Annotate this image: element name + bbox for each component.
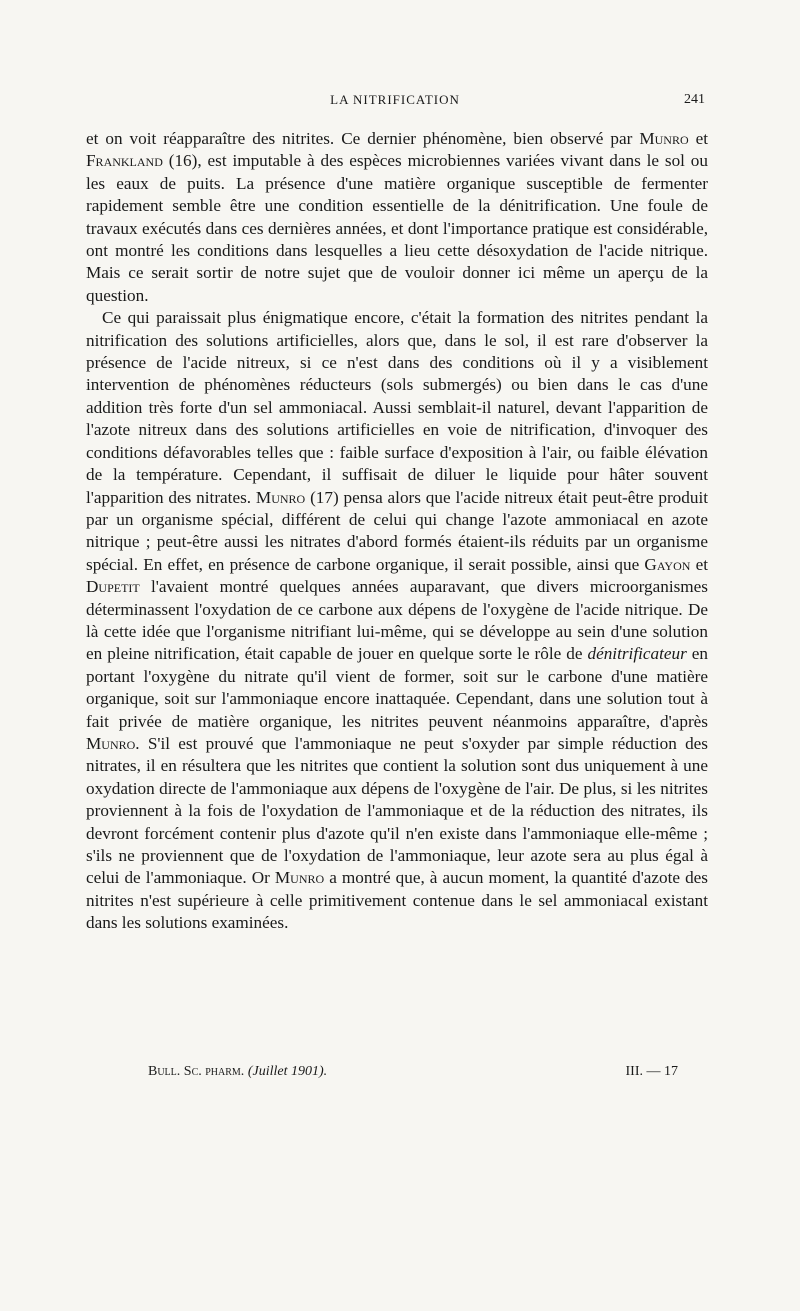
author-name: Munro — [255, 487, 306, 507]
text-run: et — [688, 129, 709, 148]
text-run: et — [690, 554, 709, 574]
author-name: Munro — [639, 129, 689, 148]
paragraph — [86, 128, 708, 307]
journal-citation — [148, 1064, 327, 1080]
text-run: et on voit réapparaître des nitrites. Ce dernier phénomène, bien observé par — [86, 129, 640, 148]
author-name: Dupetit — [86, 577, 140, 597]
paragraph — [86, 307, 708, 934]
author-name: Frankland — [86, 151, 163, 171]
text-run: l'avaient montré quelques années auparavant, que divers microorganismes déterminassent l'oxydation de ce carbone aux dépens de l'oxygène de l'acide nitrique. De là cette idée que l'organisme nitrifiant lui-même, qui se développe au sein d'une solution en pleine nitrification, était capable de jouer en quelque sorte le rôle de — [86, 577, 708, 664]
emphasized-term: dénitrificateur — [587, 644, 687, 664]
journal-name: Bull. Sc. pharm. — [148, 1064, 245, 1079]
text-run: . S'il est prouvé que l'ammoniaque ne peut s'oxyder par simple réduction des nitrates, il en résultera que les nitrites que contient la solution sont dus uniquement à une oxydation directe de l'ammoniaque aux dépens de l'oxygène de l'air. De plus, si les nitrites proviennent à la fois de l'oxydation de l'ammoniaque et de la réduction des nitrates, ils devront forcément contenir plus d'azote qu'il n'en existe dans l'ammoniaque elle-même ; s'ils ne proviennent que de l'oxydation de l'ammoniaque, leur azote sera au plus égal à celui de l'ammoniaque. Or — [86, 733, 708, 888]
page-number: 241 — [684, 92, 705, 107]
text-run: a montré que, à aucun moment, la quantité d'azote des nitrites n'est supérieure à celle primitivement contenue dans le sel ammoniacal existant dans les solutions examinées. — [86, 868, 708, 933]
signature-mark: III. — 17 — [625, 1064, 678, 1079]
author-name: Munro — [274, 868, 325, 888]
page-footer — [148, 1064, 678, 1086]
text-run: Ce qui paraissait plus énigmatique encore, c'était la formation des nitrites pendant la nitrification des solutions artificielles, alors que, dans le sol, il est rare d'observer la présence de l'acide nitreux, si ce n'est dans des conditions où il y a visiblement intervention de phénomènes réducteurs (sols submergés) ou bien dans le cas d'une addition très forte d'un sel ammoniacal. Aussi semblait-il naturel, devant l'apparition de l'azote nitreux dans des solutions artificielles en voie de nitrification, d'invoquer des conditions défavorables telles que : faible surface d'exposition à l'air, ou faible élévation de la température. Cependant, il suffisait de diluer le liquide pour hâter souvent l'apparition des nitrates. — [86, 308, 708, 507]
author-name: Gayon — [644, 554, 691, 574]
journal-issue: (Juillet 1901). — [247, 1064, 328, 1079]
running-header — [85, 92, 705, 112]
running-title: LA NITRIFICATION — [330, 92, 460, 107]
body-text — [86, 128, 708, 935]
author-name: Munro — [86, 733, 136, 753]
text-run: en portant l'oxygène du nitrate qu'il vient de former, soit sur le carbone d'une matière organique, soit sur l'ammoniaque encore inattaquée. Cependant, dans une solution tout à fait privée de matière organique, les nitrites peuvent néanmoins apparaître, d'après — [86, 644, 708, 731]
text-run: (17) pensa alors que l'acide nitreux était peut-être produit par un organisme spécial, différent de celui qui change l'azote ammoniacal en azote nitrique ; peut-être aussi les nitrates d'abord formés étaient-ils réduits par un organisme spécial. En effet, en présence de carbone organique, il serait possible, ainsi que — [86, 487, 709, 574]
text-run: (16), est imputable à des espèces microbiennes variées vivant dans le sol ou les eaux de puits. La présence d'une matière organique susceptible de fermenter rapidement semble être une condition essentielle de la dénitrification. Une foule de travaux exécutés dans ces dernières années, et dont l'importance pratique est considérable, ont montré les conditions dans lesquelles a lieu cette désoxydation de l'acide nitrique. Mais ce serait sortir de notre sujet que de vouloir donner ici même un aperçu de la question. — [86, 151, 708, 305]
